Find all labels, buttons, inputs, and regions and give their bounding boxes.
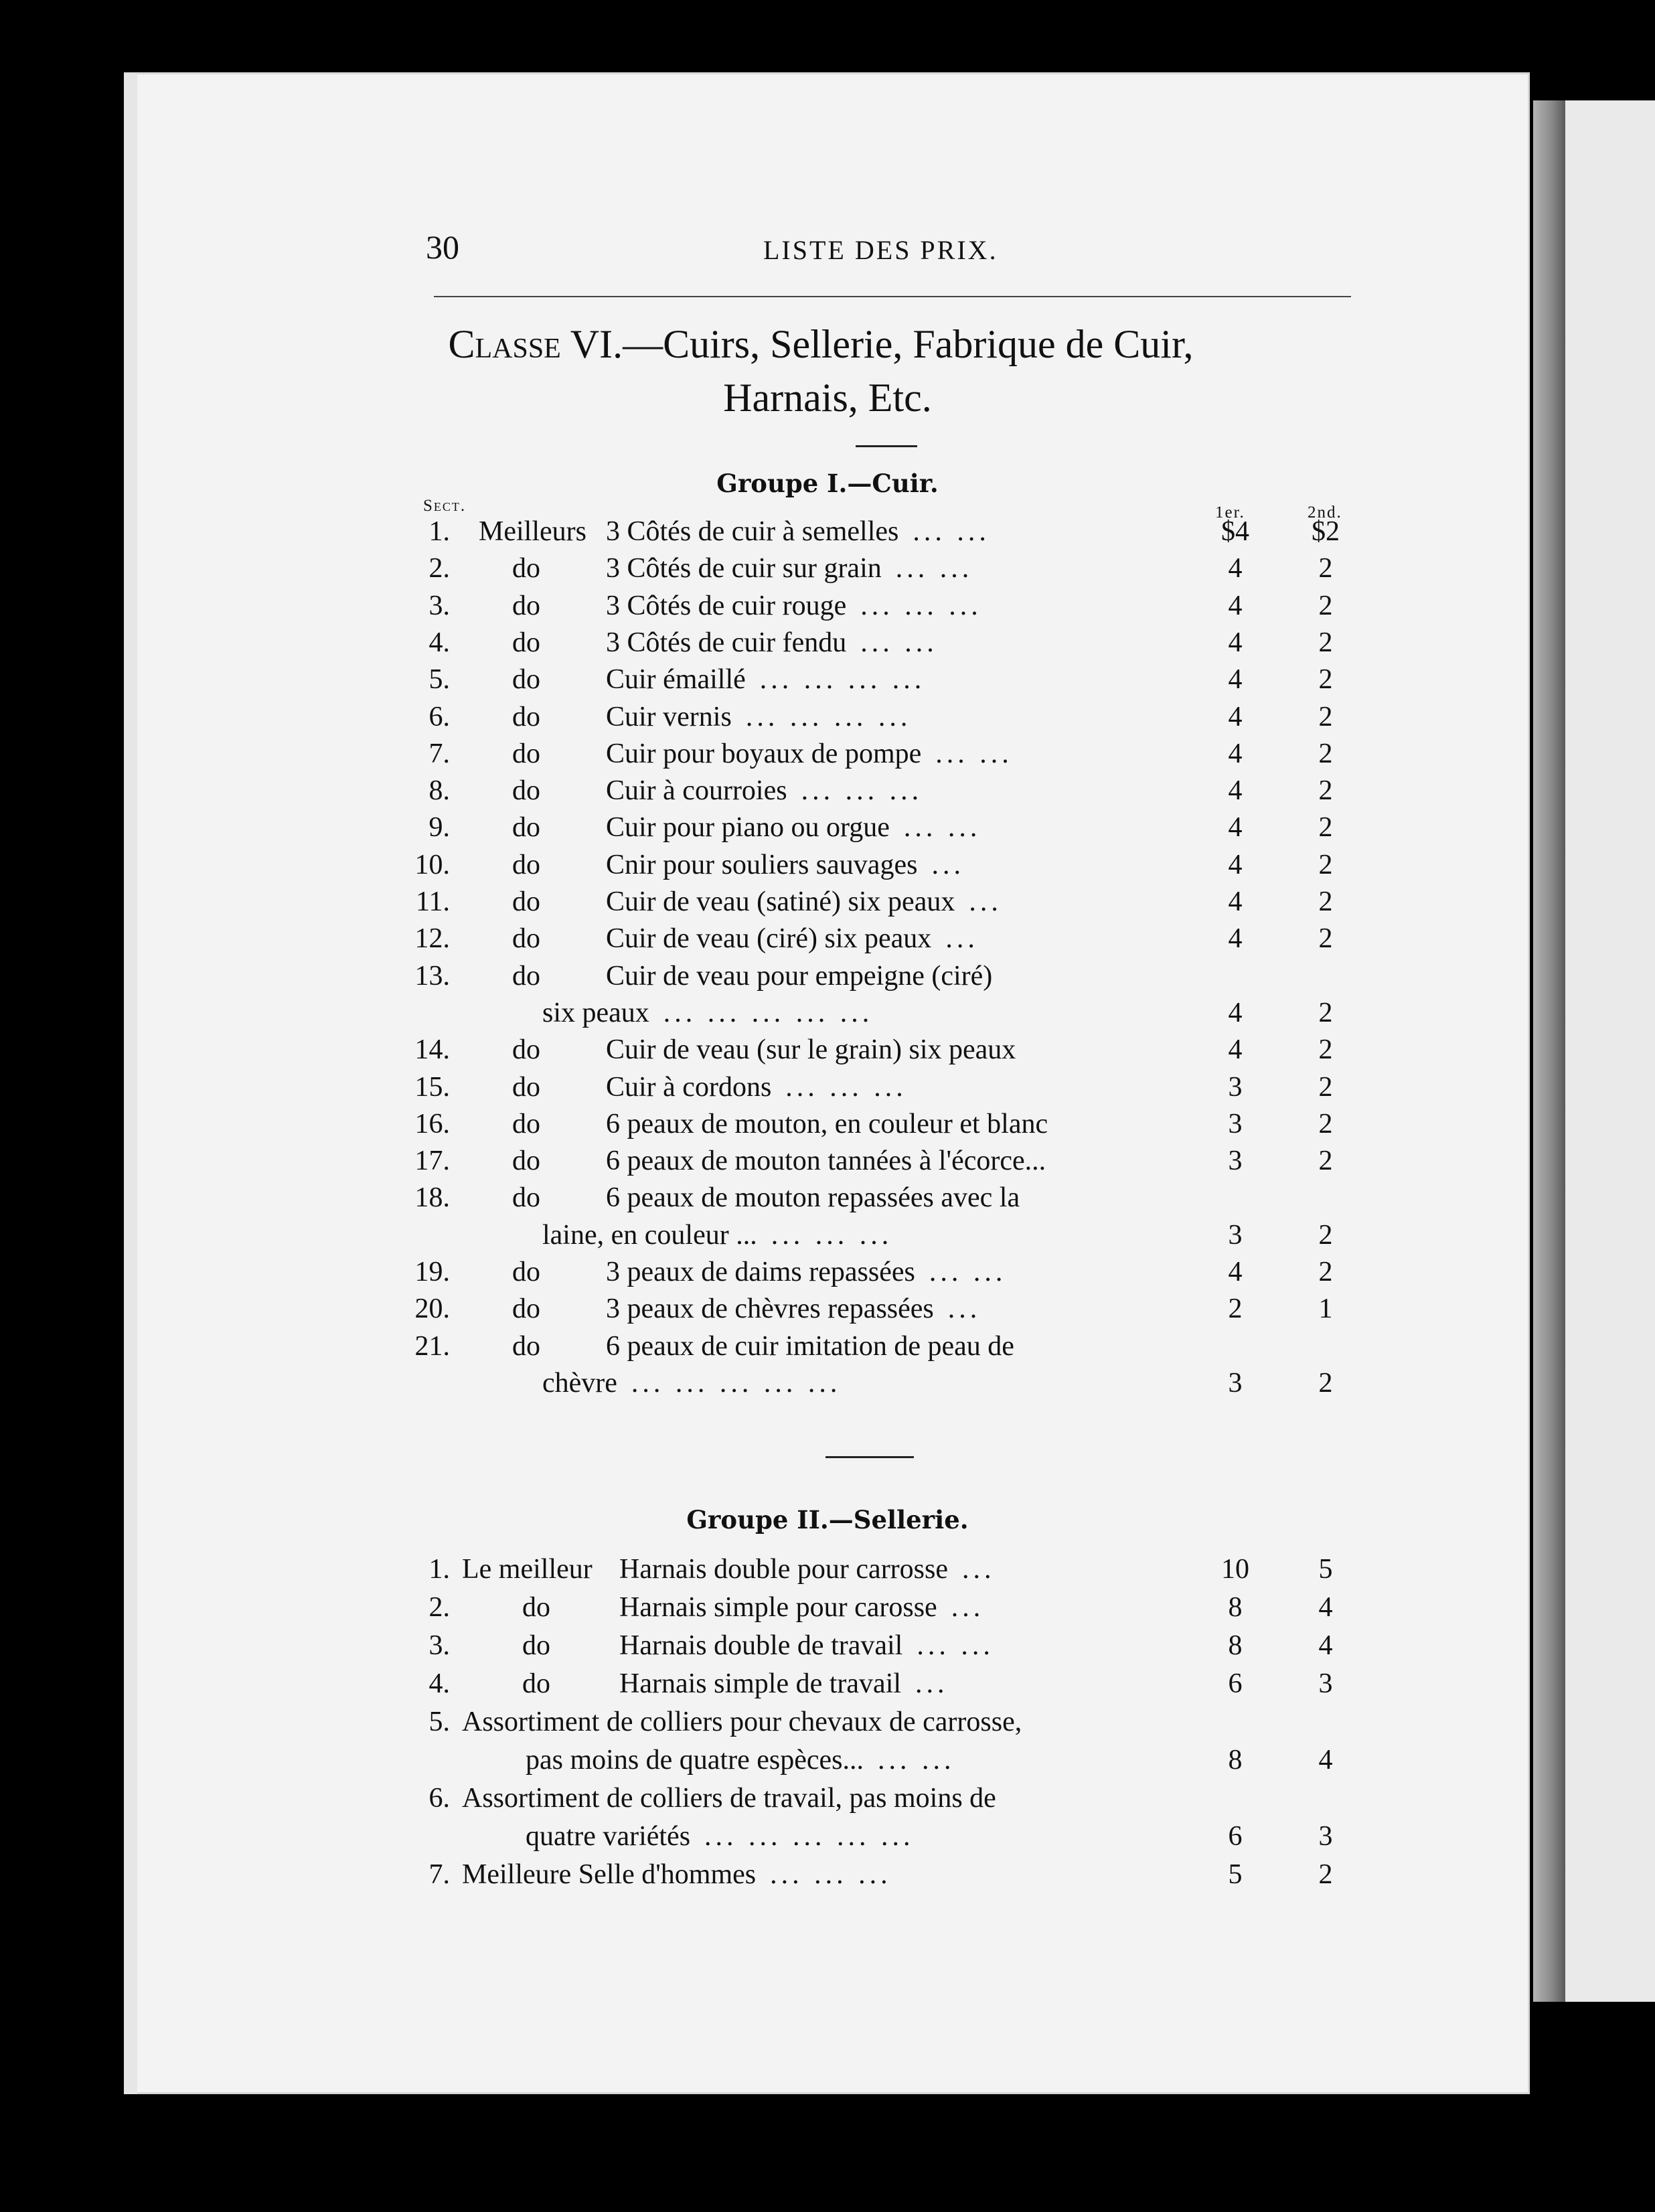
second-prize-amount: 4 [1318, 1745, 1333, 1775]
class-title-line-2: Harnais, Etc. [723, 376, 932, 420]
second-prize-amount: 1 [1318, 1293, 1333, 1325]
item-description: Assortiment de colliers pour chevaux de carrosse, [462, 1707, 1022, 1737]
item-qualifier: do [512, 1108, 540, 1139]
first-prize-amount: 4 [1228, 1257, 1243, 1287]
item-qualifier: do [512, 849, 540, 880]
item-description: Cuir de veau (ciré) six peaux [606, 923, 932, 955]
item-qualifier: do [512, 1257, 540, 1287]
item-number: 7. [428, 738, 450, 769]
item-line [462, 1706, 1036, 1738]
second-prize-amount: 2 [1318, 775, 1333, 807]
item-qualifier: do [512, 812, 540, 844]
second-prize-amount: 2 [1318, 886, 1333, 917]
first-prize-amount: 10 [1221, 1554, 1249, 1585]
item-number: 5. [428, 1707, 450, 1737]
item-line [606, 1108, 1062, 1140]
item-qualifier: do [512, 553, 540, 584]
item-qualifier: do [512, 1146, 540, 1177]
leader-dots: ... ... [878, 1745, 955, 1775]
first-prize-amount: 4 [1228, 590, 1243, 621]
item-number: 6. [428, 701, 450, 732]
item-number: 19. [414, 1257, 450, 1287]
item-description: Cuir à cordons [606, 1071, 772, 1103]
first-prize-amount: 4 [1228, 553, 1243, 584]
leader-dots: ... ... ... ... [759, 664, 926, 696]
second-prize-amount: 2 [1318, 1146, 1333, 1177]
item-line [606, 1182, 1034, 1214]
item-qualifier: do [512, 701, 540, 732]
item-line [606, 775, 923, 807]
second-prize-label: 2nd. [1308, 503, 1342, 522]
item-description: Harnais double de travail [619, 1630, 903, 1661]
item-qualifier: do [522, 1592, 550, 1623]
second-prize-amount: 2 [1318, 701, 1333, 732]
item-line [606, 960, 1006, 992]
item-number: 11. [416, 886, 450, 917]
item-number: 7. [428, 1859, 450, 1890]
first-prize-amount: 5 [1228, 1859, 1243, 1890]
item-line [606, 738, 1013, 770]
leader-dots: ... ... [913, 516, 990, 547]
item-description: Assortiment de colliers de travail, pas moins de [462, 1783, 996, 1814]
second-prize-amount: 2 [1318, 849, 1333, 880]
item-number: 9. [428, 812, 450, 844]
item-line [619, 1630, 994, 1662]
leader-dots: ... ... [935, 738, 1013, 769]
first-prize-label: 1er. [1215, 503, 1245, 522]
item-number: 5. [428, 664, 450, 696]
item-qualifier: do [512, 886, 540, 917]
first-prize-amount: 8 [1228, 1592, 1243, 1623]
first-prize-amount: 4 [1228, 1034, 1243, 1066]
group-1-title: Groupe I.—Cuir. [716, 469, 939, 498]
item-number: 2. [428, 553, 450, 584]
sect-label: Sect. [423, 497, 467, 515]
second-prize-amount: 2 [1318, 1219, 1333, 1251]
leader-dots: ... ... ... [860, 590, 982, 621]
item-line [606, 1071, 907, 1103]
item-number: 13. [414, 960, 450, 992]
item-description: Cuir de veau pour empeigne (ciré) [606, 960, 993, 992]
item-line [526, 1744, 955, 1776]
first-prize-amount: 3 [1228, 1367, 1243, 1399]
item-line [542, 997, 873, 1029]
second-prize-amount: 2 [1318, 590, 1333, 621]
first-prize-amount: 3 [1228, 1146, 1243, 1177]
item-qualifier: do [512, 627, 540, 658]
second-prize-amount: 3 [1318, 1821, 1333, 1852]
item-qualifier: do [512, 923, 540, 955]
first-prize-amount: 4 [1228, 849, 1243, 880]
item-description: quatre variétés [526, 1821, 691, 1852]
item-qualifier: do [512, 1071, 540, 1103]
item-number: 18. [414, 1182, 450, 1214]
class-title-rest: VI.—Cuirs, Sellerie, Fabrique de Cuir, [570, 322, 1194, 366]
item-number: 2. [428, 1592, 450, 1623]
item-line [619, 1553, 996, 1585]
first-prize-amount: 8 [1228, 1745, 1243, 1775]
first-prize-amount: 6 [1228, 1668, 1243, 1699]
item-description: Cuir pour boyaux de pompe [606, 738, 922, 769]
item-line [606, 811, 981, 844]
item-line [542, 1219, 892, 1251]
second-prize-amount: $2 [1312, 516, 1340, 547]
item-line [606, 663, 925, 696]
item-description: chèvre [542, 1367, 617, 1399]
first-prize-amount: 4 [1228, 775, 1243, 807]
second-prize-amount: 2 [1318, 1859, 1333, 1890]
item-description: Cuir à courroies [606, 775, 787, 807]
leader-dots: ... ... ... ... [745, 701, 912, 732]
first-prize-amount: 4 [1228, 812, 1243, 844]
item-number: 3. [428, 590, 450, 621]
item-number: 8. [428, 775, 450, 807]
item-qualifier: do [512, 738, 540, 769]
item-description: Harnais double pour carrosse [619, 1554, 948, 1585]
item-description: Meilleure Selle d'hommes [462, 1859, 757, 1890]
first-prize-amount: 4 [1228, 664, 1243, 696]
second-prize-amount: 2 [1318, 1367, 1333, 1399]
second-prize-amount: 2 [1318, 1034, 1333, 1066]
item-line [462, 1859, 892, 1891]
item-number: 6. [428, 1783, 450, 1814]
second-prize-amount: 3 [1318, 1668, 1333, 1699]
leader-dots: ... ... ... [801, 775, 923, 807]
item-description: 6 peaux de cuir imitation de peau de [606, 1330, 1014, 1362]
item-qualifier: do [512, 590, 540, 621]
first-prize-amount: 8 [1228, 1630, 1243, 1661]
second-prize-amount: 2 [1318, 627, 1333, 658]
item-description: 6 peaux de mouton tannées à l'écorce... [606, 1146, 1046, 1177]
item-qualifier: do [522, 1668, 550, 1699]
leader-dots: ... ... [903, 812, 981, 844]
item-number: 12. [414, 923, 450, 955]
leader-dots: ... [947, 1293, 981, 1325]
item-qualifier: Meilleurs [479, 516, 586, 547]
leader-dots: ... ... ... ... ... [663, 997, 874, 1028]
first-prize-amount: 4 [1228, 738, 1243, 769]
first-prize-amount: 4 [1228, 701, 1243, 732]
item-description: 3 Côtés de cuir rouge [606, 590, 847, 621]
leader-dots: ... ... ... [785, 1071, 907, 1103]
item-qualifier: do [512, 775, 540, 807]
item-description: pas moins de quatre espèces... [526, 1745, 864, 1775]
item-qualifier: Le meilleur [462, 1554, 593, 1585]
leader-dots: ... [951, 1592, 985, 1623]
item-qualifier: do [512, 1293, 540, 1325]
class-title-prefix: Classe [448, 322, 561, 366]
second-prize-amount: 2 [1318, 1108, 1333, 1139]
item-description: Cnir pour souliers sauvages [606, 849, 918, 880]
second-prize-amount: 2 [1318, 1257, 1333, 1287]
leader-dots: ... ... [917, 1630, 994, 1661]
item-qualifier: do [512, 664, 540, 696]
item-description: Cuir de veau (satiné) six peaux [606, 886, 955, 917]
first-prize-amount: $4 [1221, 516, 1249, 547]
leader-dots: ... ... [929, 1257, 1007, 1287]
item-number: 15. [414, 1071, 450, 1103]
group-separator-rule [825, 1456, 914, 1458]
first-prize-amount: 6 [1228, 1821, 1243, 1852]
item-description: 6 peaux de mouton repassées avec la [606, 1182, 1020, 1214]
item-qualifier: do [522, 1630, 550, 1661]
leader-dots: ... [915, 1668, 949, 1699]
item-description: 3 Côtés de cuir sur grain [606, 553, 882, 584]
second-prize-amount: 2 [1318, 1071, 1333, 1103]
item-line [606, 701, 911, 733]
second-prize-amount: 4 [1318, 1592, 1333, 1623]
leader-dots: ... [969, 886, 1002, 917]
second-prize-amount: 2 [1318, 553, 1333, 584]
second-prize-amount: 2 [1318, 664, 1333, 696]
item-line [606, 590, 982, 622]
item-qualifier: do [512, 960, 540, 992]
item-line [606, 1145, 1060, 1177]
first-prize-amount: 3 [1228, 1219, 1243, 1251]
item-line [606, 516, 990, 548]
first-prize-amount: 3 [1228, 1071, 1243, 1103]
item-line [606, 886, 1002, 918]
leader-dots: ... ... ... [771, 1219, 893, 1251]
item-number: 20. [414, 1293, 450, 1325]
item-number: 17. [414, 1146, 450, 1177]
item-number: 10. [414, 849, 450, 880]
item-description: laine, en couleur ... [542, 1219, 757, 1251]
leader-dots: ... ... ... [770, 1859, 892, 1890]
item-number: 4. [428, 627, 450, 658]
item-number: 1. [428, 1554, 450, 1585]
leader-dots: ... [945, 923, 979, 955]
item-number: 3. [428, 1630, 450, 1661]
item-description: 3 peaux de daims repassées [606, 1257, 915, 1287]
running-title: LISTE DES PRIX. [763, 235, 998, 265]
item-description: Cuir vernis [606, 701, 732, 732]
leader-dots: ... ... [860, 627, 938, 658]
second-prize-amount: 4 [1318, 1630, 1333, 1661]
leader-dots: ... ... ... ... ... [704, 1821, 915, 1852]
item-line [606, 1330, 1028, 1362]
first-prize-amount: 4 [1228, 997, 1243, 1028]
item-qualifier: do [512, 1034, 540, 1066]
item-line [606, 627, 938, 659]
first-prize-amount: 4 [1228, 886, 1243, 917]
item-description: 6 peaux de mouton, en couleur et blanc [606, 1108, 1048, 1139]
second-prize-amount: 2 [1318, 923, 1333, 955]
item-description: 3 Côtés de cuir fendu [606, 627, 847, 658]
title-rule [856, 445, 917, 447]
class-title-line-1 [0, 321, 1648, 368]
header-rule [434, 296, 1351, 297]
item-line [619, 1591, 984, 1624]
item-number: 1. [428, 516, 450, 547]
item-line [606, 849, 965, 881]
group-2-title: Groupe II.—Sellerie. [686, 1505, 969, 1534]
item-line [606, 1256, 1006, 1288]
item-description: Cuir émaillé [606, 664, 746, 696]
first-prize-amount: 4 [1228, 627, 1243, 658]
item-number: 14. [414, 1034, 450, 1066]
item-line [619, 1668, 949, 1700]
item-qualifier: do [512, 1182, 540, 1214]
second-prize-amount: 5 [1318, 1554, 1333, 1585]
item-description: Cuir pour piano ou orgue [606, 812, 890, 844]
item-description: 3 Côtés de cuir à semelles [606, 516, 899, 547]
second-prize-amount: 2 [1318, 997, 1333, 1028]
item-qualifier: do [512, 1330, 540, 1362]
leader-dots: ... [962, 1554, 996, 1585]
item-description: Cuir de veau (sur le grain) six peaux [606, 1034, 1016, 1066]
item-line [606, 552, 973, 584]
item-line [462, 1782, 1010, 1814]
item-description: 3 peaux de chèvres repassées [606, 1293, 934, 1325]
leader-dots: ... ... ... ... ... [631, 1367, 842, 1399]
item-line [606, 1293, 981, 1325]
first-prize-amount: 3 [1228, 1108, 1243, 1139]
second-prize-amount: 2 [1318, 738, 1333, 769]
leader-dots: ... ... [895, 553, 973, 584]
item-description: Harnais simple de travail [619, 1668, 902, 1699]
page-number: 30 [426, 228, 459, 266]
leader-dots: ... [931, 849, 965, 880]
item-description: Harnais simple pour carosse [619, 1592, 937, 1623]
item-number: 4. [428, 1668, 450, 1699]
first-prize-amount: 4 [1228, 923, 1243, 955]
item-description: six peaux [542, 997, 649, 1028]
item-line [542, 1367, 841, 1399]
second-prize-amount: 2 [1318, 812, 1333, 844]
item-number: 21. [414, 1330, 450, 1362]
first-prize-amount: 2 [1228, 1293, 1243, 1325]
item-line [606, 1034, 1030, 1066]
item-line [526, 1820, 915, 1852]
item-number: 16. [414, 1108, 450, 1139]
item-line [606, 923, 979, 955]
